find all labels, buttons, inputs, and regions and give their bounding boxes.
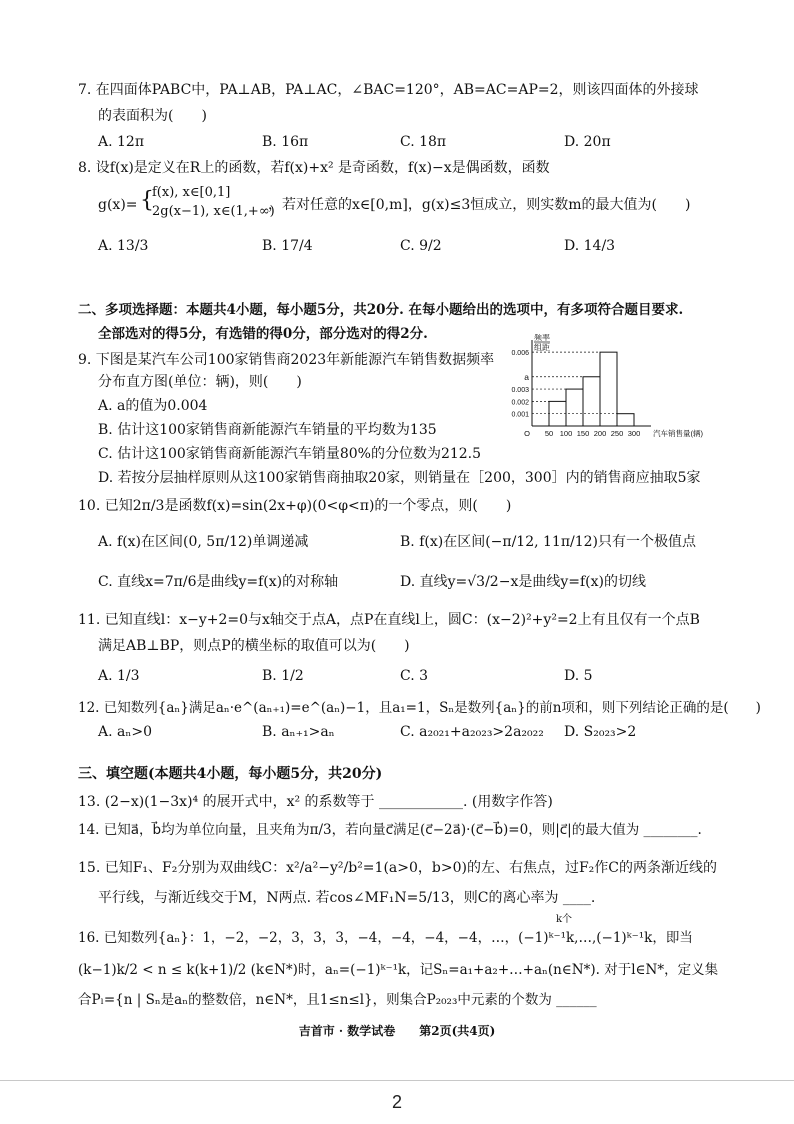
histogram-bar <box>583 377 600 426</box>
q14-line: 14. 已知a⃗，b⃗均为单位向量，且夹角为π/3，若向量c⃗满足(c⃗−2a⃗)·(c⃗−b⃗)=0，则|c⃗|的最大值为 ________. <box>78 822 702 838</box>
x-axis-label: 汽车销售量(辆) <box>653 429 703 438</box>
q8-g-prefix: g(x)= <box>98 197 138 213</box>
q12-option-b: B. aₙ₊₁>aₙ <box>262 724 335 740</box>
q16-line2: (k−1)k/2 < n ≤ k(k+1)/2 (k∈N*)时，aₙ=(−1)ᵏ⁻¹k，记Sₙ=a₁+a₂+…+aₙ(n∈N*). 对于l∈N*，定义集 <box>78 962 719 978</box>
q7-option-c: C. 18π <box>400 134 447 150</box>
q8-option-d: D. 14/3 <box>564 238 616 254</box>
q8-piece-bottom: 2g(x−1), x∈(1,+∞) <box>152 204 275 219</box>
q13-line: 13. (2−x)(1−3x)⁴ 的展开式中，x² 的系数等于 ____________. (用数字作答) <box>78 794 553 810</box>
x-tick-label: 200 <box>593 429 607 438</box>
section3-heading: 三、填空题(本题共4小题，每小题5分，共20分) <box>78 766 383 782</box>
q10-option-a: A. f(x)在区间(0, 5π/12)单调递减 <box>98 534 309 550</box>
y-tick-label: a <box>524 371 529 382</box>
q9-line1: 9. 下图是某汽车公司100家销售商2023年新能源汽车销售数据频率 <box>78 352 495 368</box>
y-tick-label: 0.002 <box>511 399 529 407</box>
q11-line2: 满足AB⊥BP，则点P的横坐标的取值可以为( ) <box>98 638 410 654</box>
q8-piece-top: f(x), x∈[0,1] <box>152 185 231 200</box>
q7-line1: 7. 在四面体PABC中，PA⊥AB，PA⊥AC，∠BAC=120°，AB=AC=AP=2，则该四面体的外接球 <box>78 82 699 98</box>
q9-option-a: A. a的值为0.004 <box>98 398 208 414</box>
x-tick-label: 100 <box>559 429 573 438</box>
x-tick-label: 50 <box>544 429 554 438</box>
page-separator <box>0 1080 794 1081</box>
q7-option-d: D. 20π <box>564 134 611 150</box>
histogram-bar <box>566 389 583 426</box>
x-tick-label: 300 <box>627 429 641 438</box>
x-tick-label: 250 <box>610 429 624 438</box>
q8-brace: { <box>140 188 154 213</box>
x-tick-label: O <box>524 429 530 438</box>
q7-line2: 的表面积为( ) <box>98 108 207 124</box>
q12-line1: 12. 已知数列{aₙ}满足aₙ·e^(aₙ₊₁)=e^(aₙ)−1，且a₁=1，Sₙ是数列{aₙ}的前n项和，则下列结论正确的是( ) <box>78 700 761 716</box>
q9-line2: 分布直方图(单位：辆)，则( ) <box>98 374 302 390</box>
page-footer: 吉首市 · 数学试卷 第2页(共4页) <box>298 1024 496 1038</box>
y-tick-label: 0.006 <box>511 350 529 358</box>
histogram-chart <box>492 334 722 446</box>
y-axis-label-top: 频率 <box>534 334 550 342</box>
q10-option-c: C. 直线x=7π/6是曲线y=f(x)的对称轴 <box>98 574 339 590</box>
section2-rules: 全部选对的得5分，有选错的得0分，部分选对的得2分. <box>98 326 428 342</box>
q7-option-b: B. 16π <box>262 134 309 150</box>
histogram-bar <box>617 414 634 426</box>
q9-option-b: B. 估计这100家销售商新能源汽车销量的平均数为135 <box>98 422 437 438</box>
q8-line1: 8. 设f(x)是定义在R上的函数，若f(x)+x² 是奇函数，f(x)−x是偶函数，函数 <box>78 160 550 176</box>
q10-option-b: B. f(x)在区间(−π/12, 11π/12)只有一个极值点 <box>400 534 697 550</box>
page-number: 2 <box>391 1092 402 1112</box>
q12-option-c: C. a₂₀₂₁+a₂₀₂₃>2a₂₀₂₂ <box>400 724 544 740</box>
histogram-bar <box>600 352 617 426</box>
q15-line1: 15. 已知F₁、F₂分别为双曲线C：x²/a²−y²/b²=1(a>0，b>0)的左、右焦点，过F₂作C的两条渐近线的 <box>78 860 717 876</box>
q11-line1: 11. 已知直线l：x−y+2=0与x轴交于点A，点P在直线l上，圆C：(x−2)²+y²=2上有且仅有一个点B <box>78 612 700 628</box>
section2-heading: 二、多项选择题：本题共4小题，每小题5分，共20分. 在每小题给出的选项中，有多项符合题目要求. <box>78 302 684 318</box>
q16-line3: 合Pₗ={n | Sₙ是aₙ的整数倍，n∈N*，且1≤n≤l}，则集合P₂₀₂₃中元素的个数为 ______ <box>78 992 597 1008</box>
y-tick-label: 0.003 <box>511 387 529 395</box>
y-tick-label: 0.001 <box>511 411 529 419</box>
x-tick-label: 150 <box>576 429 590 438</box>
q11-option-b: B. 1/2 <box>262 668 304 684</box>
q11-option-c: C. 3 <box>400 668 429 684</box>
q8-option-b: B. 17/4 <box>262 238 313 254</box>
histogram-layer <box>511 334 703 438</box>
q8-line2: ，若对任意的x∈[0,m]，g(x)≤3恒成立，则实数m的最大值为( ) <box>268 197 691 213</box>
q12-option-d: D. S₂₀₂₃>2 <box>564 724 637 740</box>
q9-option-d: D. 若按分层抽样原则从这100家销售商抽取20家，则销量在［200，300］内的销售商应抽取5家 <box>98 470 701 486</box>
q15-line2: 平行线，与渐近线交于M，N两点. 若cos∠MF₁N=5/13，则C的离心率为 ____. <box>98 890 596 906</box>
q16-line1: 16. 已知数列{aₙ}：1，−2，−2，3，3，3，−4，−4，−4，−4，…，(−1)ᵏ⁻¹k,…,(−1)ᵏ⁻¹k，即当 <box>78 930 693 946</box>
q8-option-a: A. 13/3 <box>98 238 149 254</box>
q11-option-a: A. 1/3 <box>98 668 140 684</box>
q9-option-c: C. 估计这100家销售商新能源汽车销量80%的分位数为212.5 <box>98 446 482 462</box>
q12-option-a: A. aₙ>0 <box>98 724 153 740</box>
q10-option-d: D. 直线y=√3/2−x是曲线y=f(x)的切线 <box>400 574 646 590</box>
q10-line1: 10. 已知2π/3是函数f(x)=sin(2x+φ)(0<φ<π)的一个零点，则( ) <box>78 498 512 514</box>
y-axis-label-bottom: 组距 <box>534 343 550 352</box>
q11-option-d: D. 5 <box>564 668 593 684</box>
q8-option-c: C. 9/2 <box>400 238 442 254</box>
q16-brace-note: k个 <box>556 914 573 925</box>
q7-option-a: A. 12π <box>98 134 145 150</box>
